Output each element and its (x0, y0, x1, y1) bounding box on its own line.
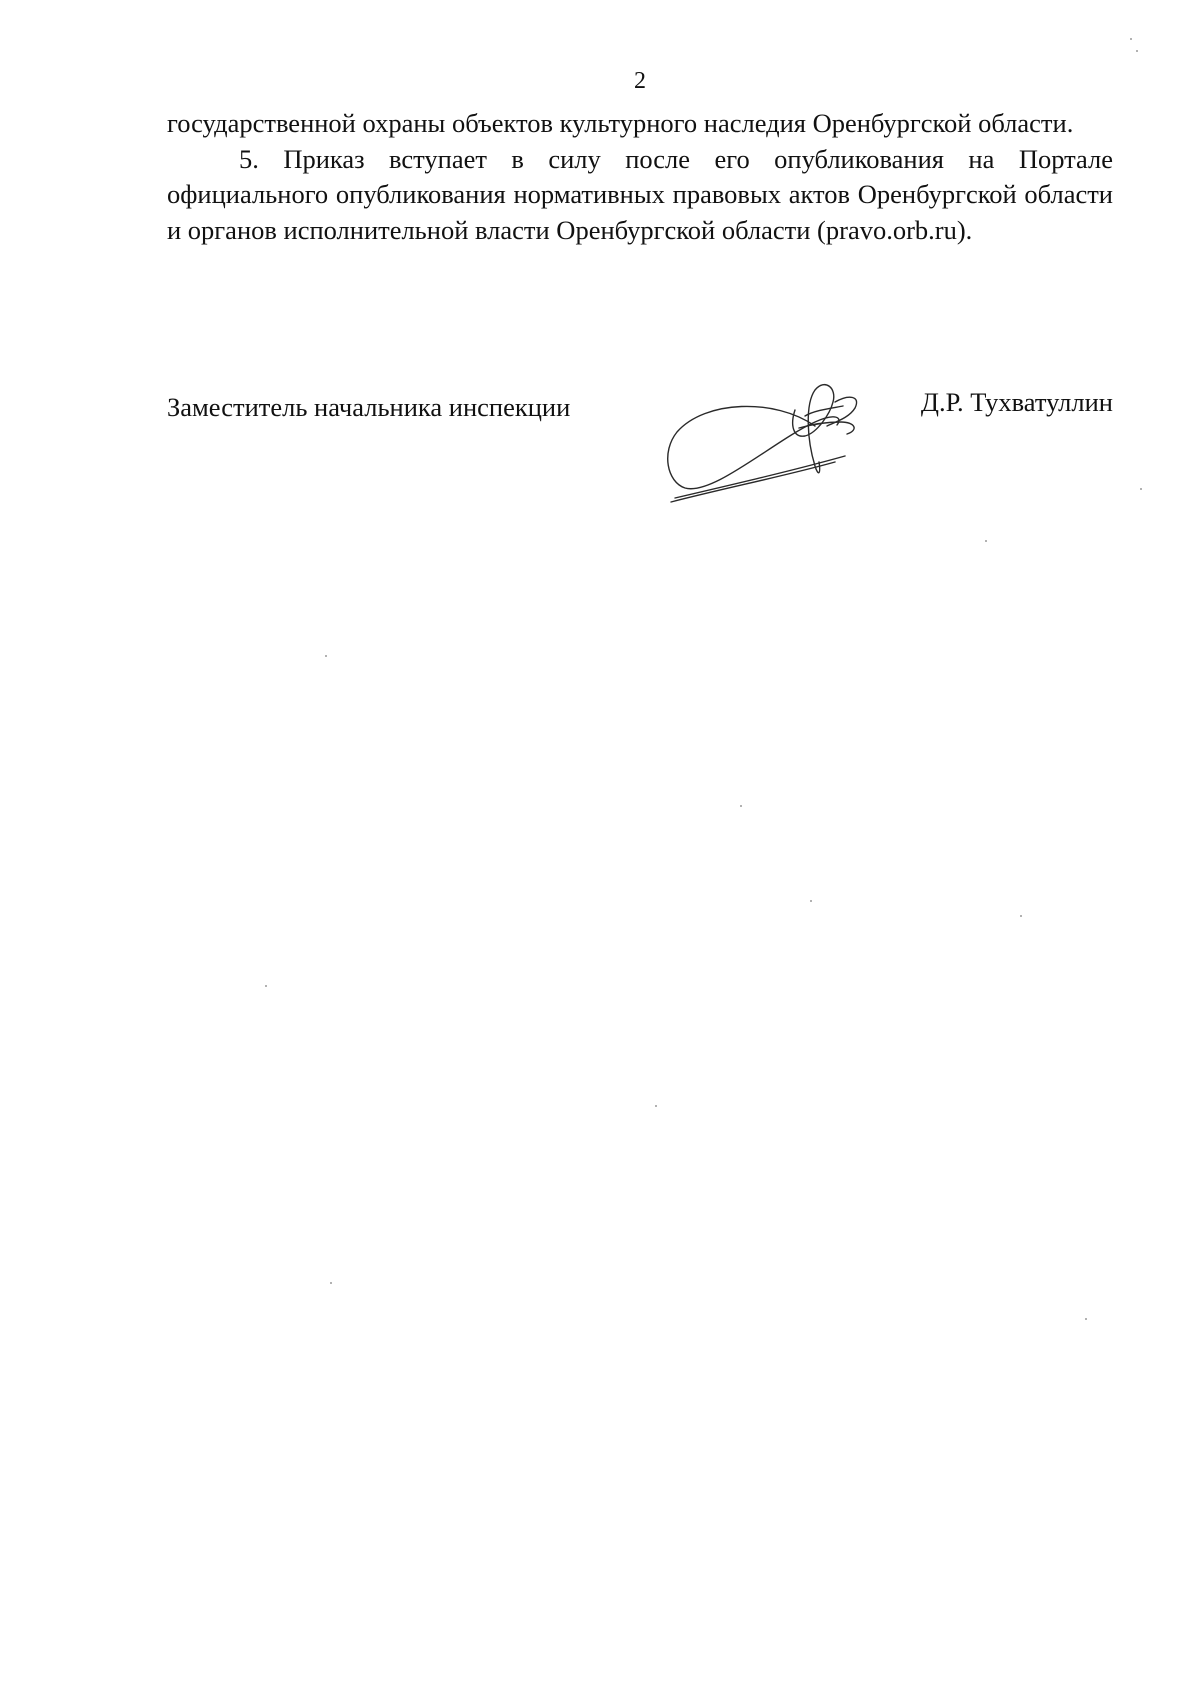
document-body (167, 106, 1113, 248)
scan-speck (1020, 915, 1022, 917)
scan-speck (1136, 50, 1138, 52)
scan-speck (655, 1105, 657, 1107)
scan-speck (1140, 488, 1142, 490)
paragraph-item-5: 5. Приказ вступает в силу после его опубликования на Портале официального опубликования нормативных правовых актов Оренбургской области и органов исполнительной власти Оренбургской области (pravo.orb.ru). (167, 143, 1113, 245)
scan-speck (265, 985, 267, 987)
scan-speck (325, 655, 327, 657)
scan-speck (985, 540, 987, 542)
scan-speck (330, 1282, 332, 1284)
scan-speck (740, 805, 742, 807)
scan-speck (1130, 38, 1132, 40)
page-number: 2 (634, 68, 646, 94)
paragraph-continuation: государственной охраны объектов культурного наследия Оренбургской области. (167, 108, 1074, 138)
signatory-position: Заместитель начальника инспекции (167, 392, 571, 422)
scan-speck (1085, 1318, 1087, 1320)
signatory-name: Д.Р. Тухватуллин (920, 387, 1113, 417)
handwritten-signature-icon (665, 370, 895, 510)
scan-speck (810, 900, 812, 902)
